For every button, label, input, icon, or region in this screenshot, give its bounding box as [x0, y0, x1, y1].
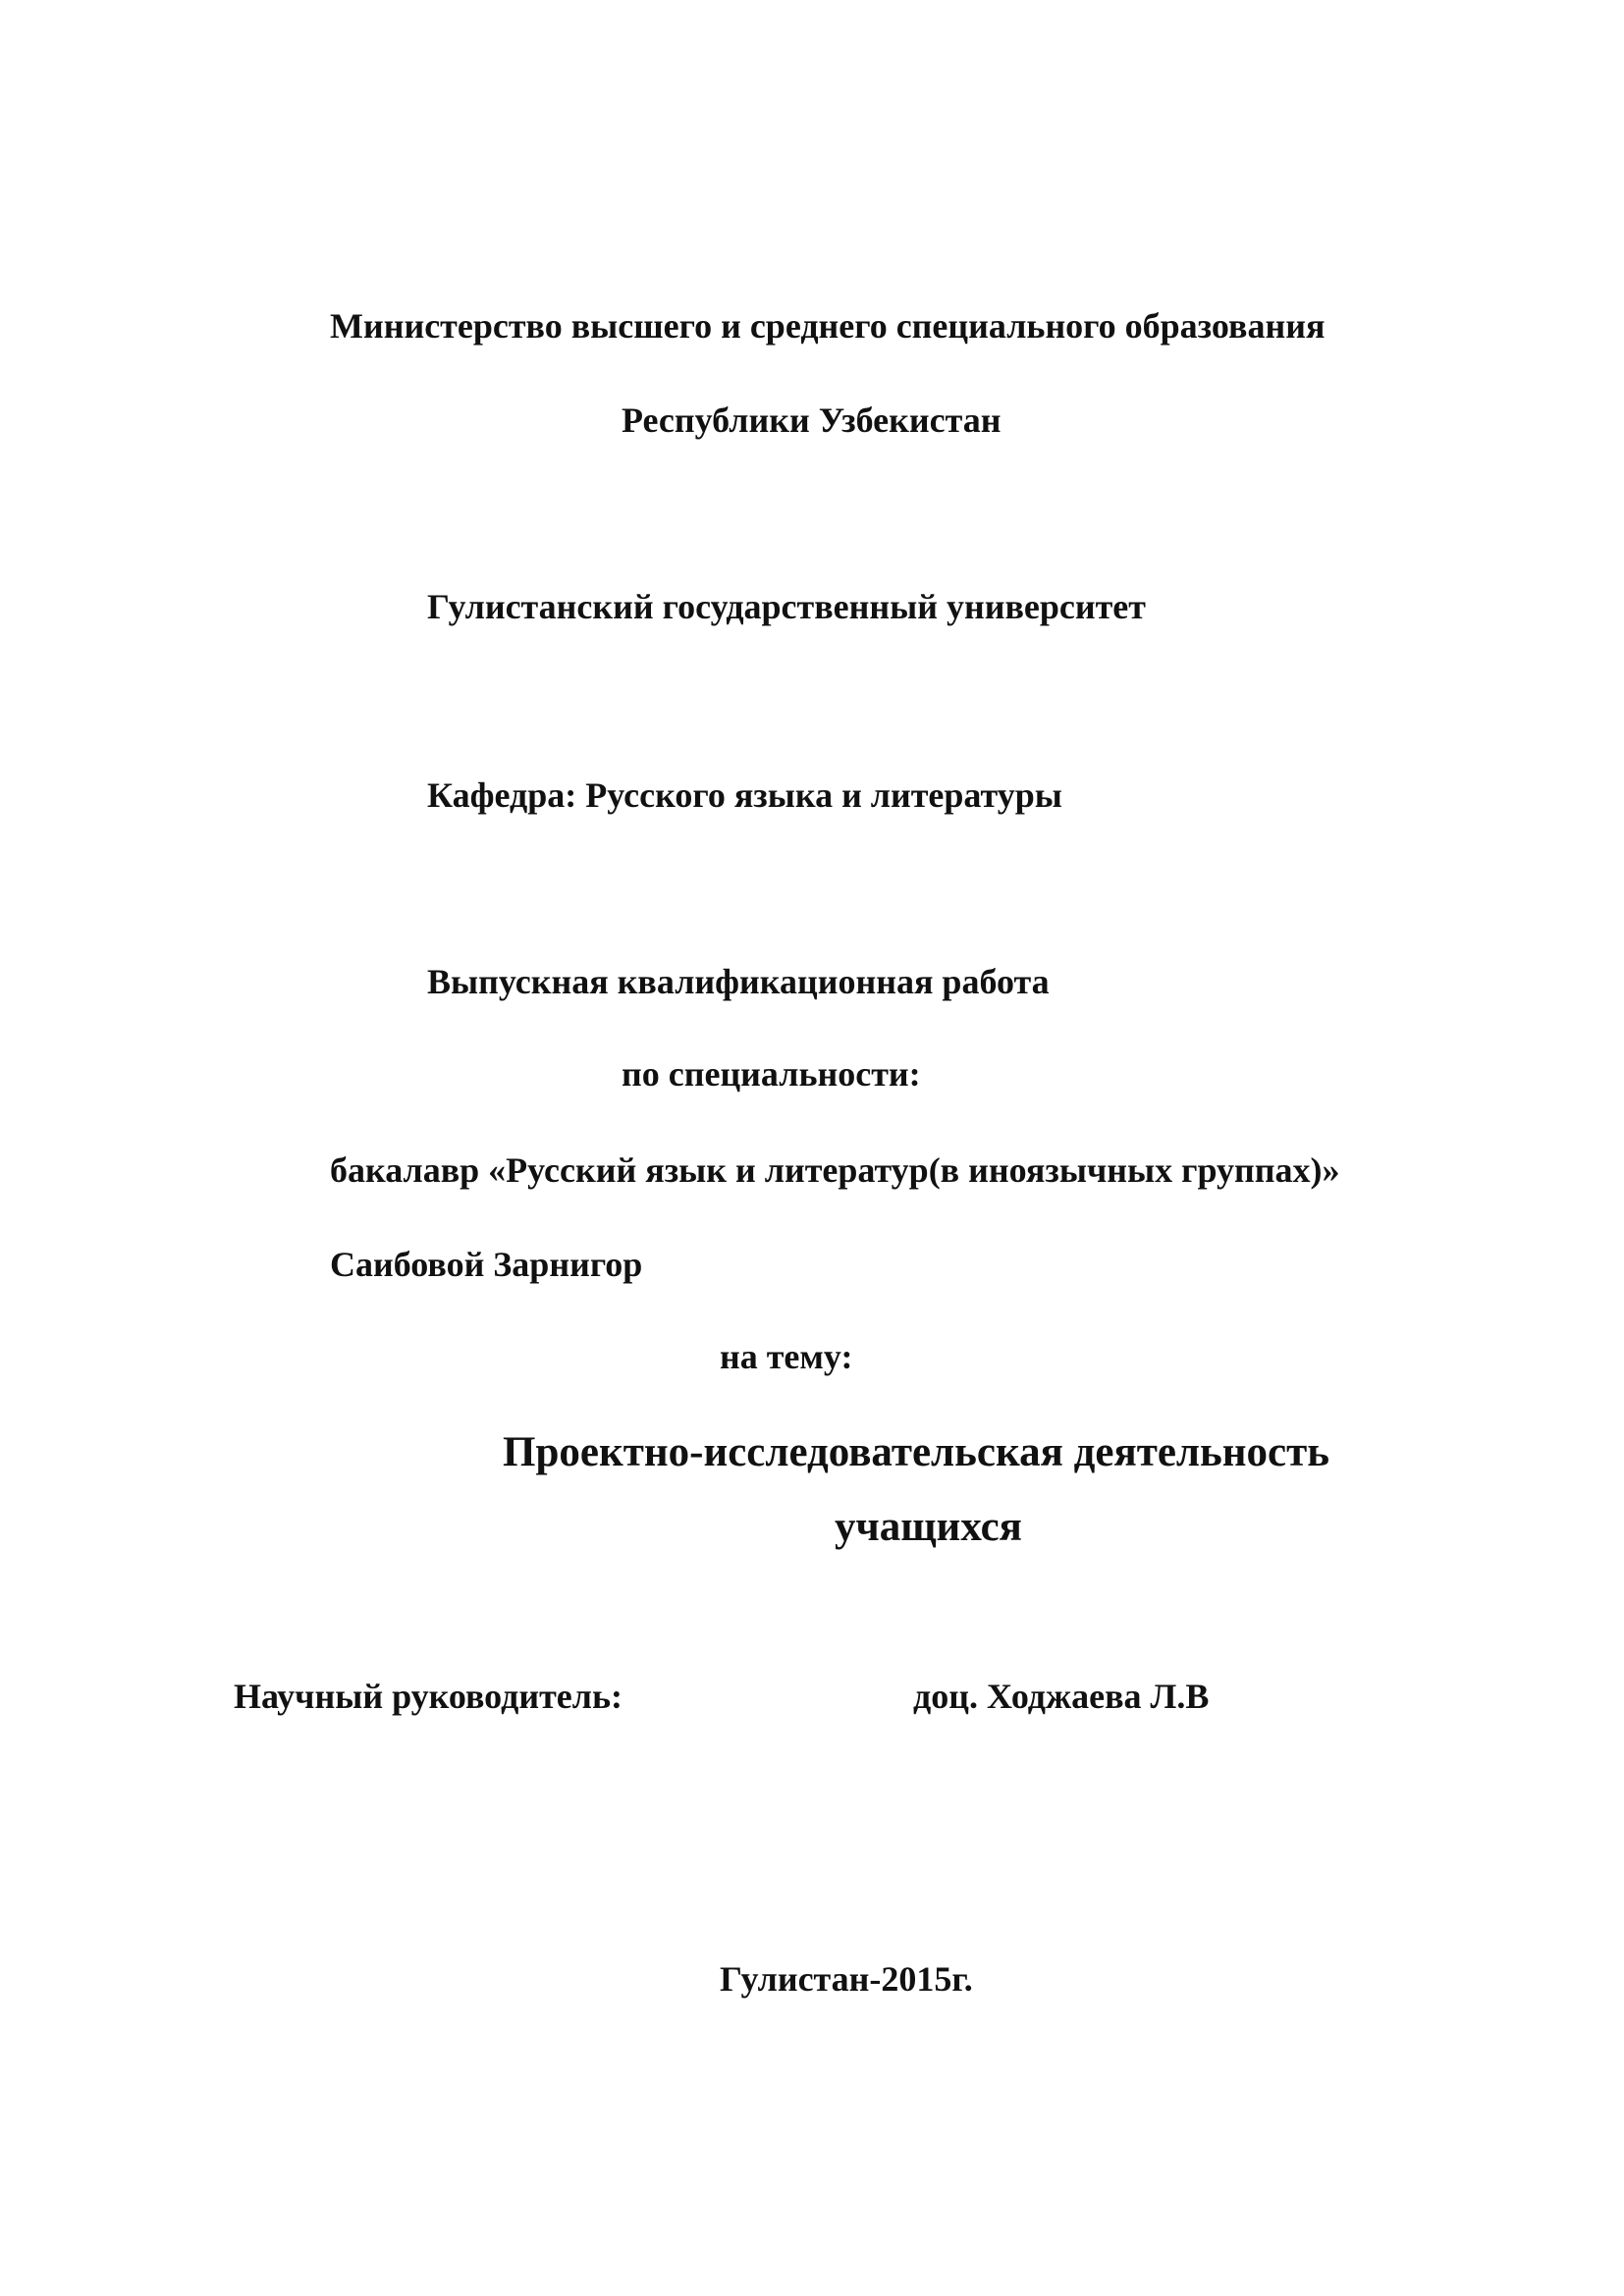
specialty-label: по специальности:: [622, 1054, 921, 1094]
city-year: Гулистан-2015г.: [720, 1959, 973, 1999]
topic-label: на тему:: [720, 1337, 853, 1376]
thesis-title-line-1: Проектно-исследовательская деятельность: [503, 1429, 1330, 1475]
ministry-name: Министерство высшего и среднего специального образования: [330, 306, 1326, 346]
work-type: Выпускная квалификационная работа: [427, 962, 1050, 1001]
republic-name: Республики Узбекистан: [622, 400, 1001, 440]
advisor-label: Научный руководитель:: [234, 1677, 623, 1716]
department-name: Кафедра: Русского языка и литературы: [427, 775, 1062, 815]
thesis-title-line-2: учащихся: [835, 1504, 1022, 1550]
student-name: Саибовой Зарнигор: [330, 1245, 643, 1284]
university-name: Гулистанский государственный университет: [427, 587, 1146, 626]
advisor-name: доц. Ходжаева Л.В: [913, 1677, 1210, 1716]
specialty-value: бакалавр «Русский язык и литератур(в иноязычных группах)»: [330, 1150, 1340, 1190]
